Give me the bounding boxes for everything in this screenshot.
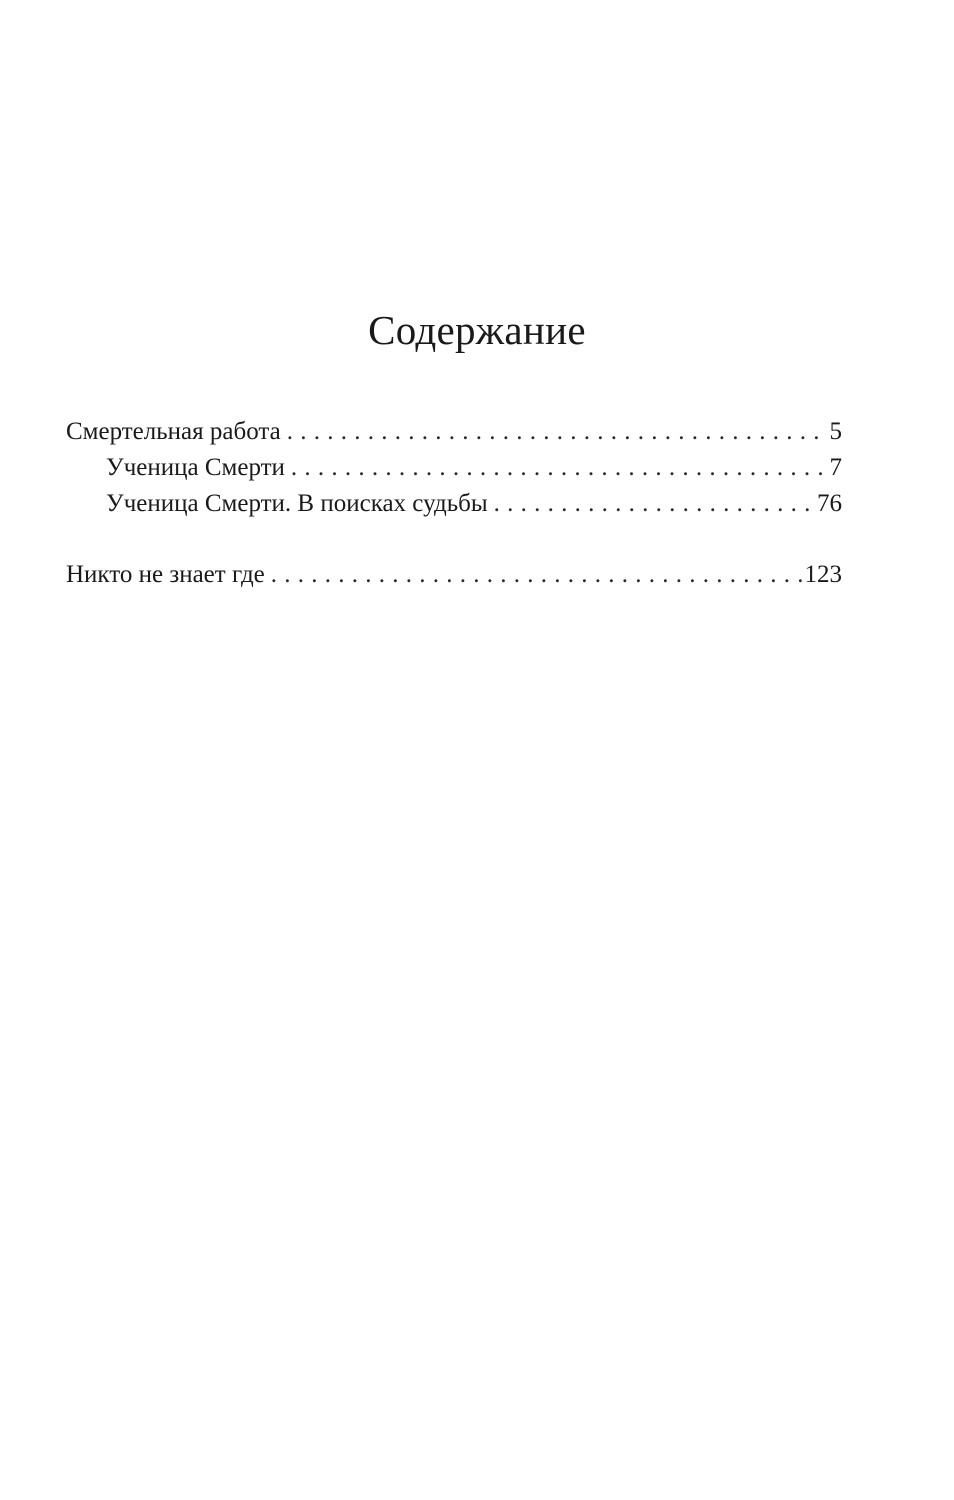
toc-entry xyxy=(66,557,842,593)
toc-entry-title: Никто не знает где xyxy=(66,561,265,588)
toc-entry-page-number: 123 xyxy=(804,561,842,588)
toc-entry-page-number: 7 xyxy=(829,454,842,481)
toc-entry-title: Ученица Смерти xyxy=(106,454,285,481)
dot-leader xyxy=(287,414,828,450)
toc-entry xyxy=(66,486,842,522)
dot-leader xyxy=(271,557,803,593)
toc-entry xyxy=(66,414,842,450)
toc-entry-page-number: 5 xyxy=(829,418,842,445)
dot-leader xyxy=(291,450,828,486)
toc-entry-page-number: 76 xyxy=(817,490,842,517)
dot-leader xyxy=(494,486,815,522)
table-of-contents xyxy=(66,414,842,593)
toc-entry-title: Ученица Смерти. В поисках судьбы xyxy=(106,490,488,517)
toc-entry-title: Смертельная работа xyxy=(66,418,281,445)
toc-entry xyxy=(66,450,842,486)
page-title: Содержание xyxy=(368,307,586,353)
